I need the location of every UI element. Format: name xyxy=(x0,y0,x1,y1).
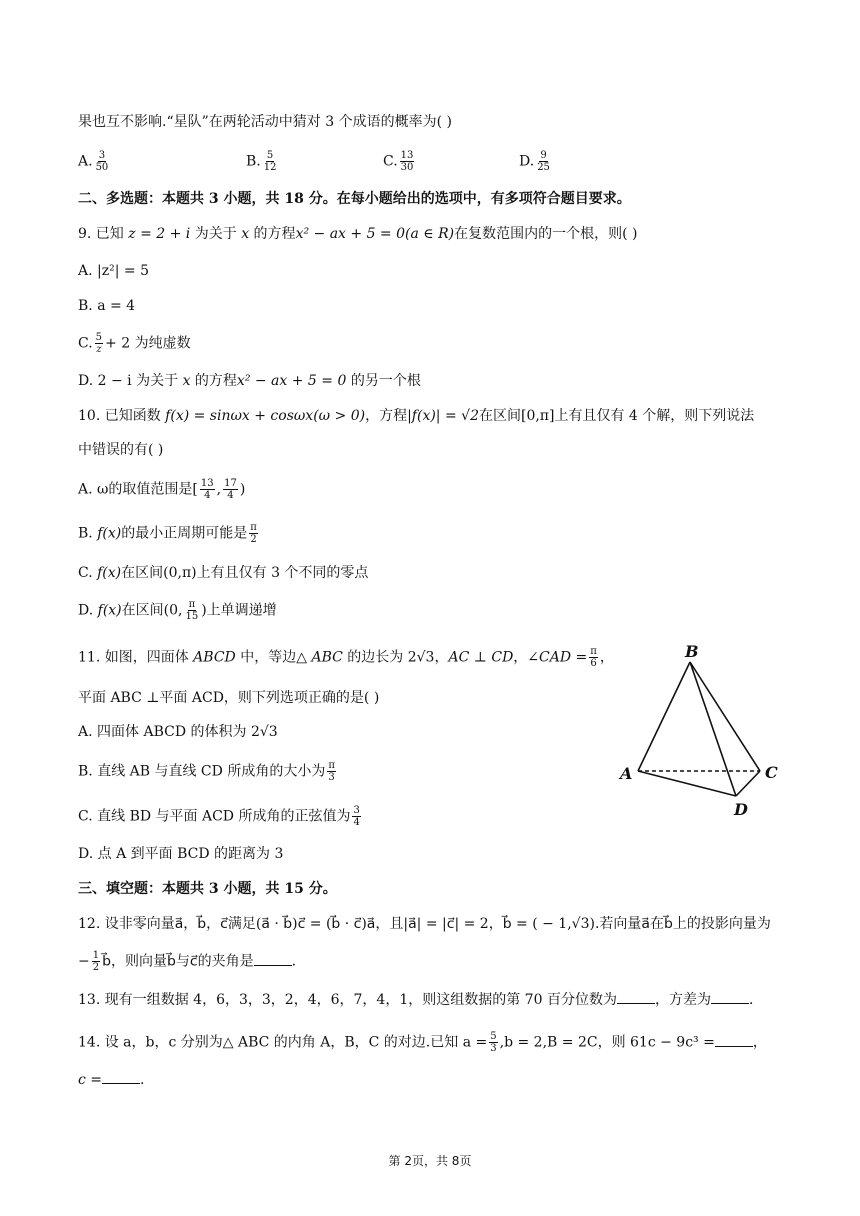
q9-stem: 9. 已知 z = 2 + i 为关于 x 的方程x² − ax + 5 = 0(a ∈ R)在复数范围内的一个根，则( ) xyxy=(78,226,638,242)
answer-blank-variance[interactable] xyxy=(711,991,749,1004)
edge-ad xyxy=(638,771,736,796)
answer-blank-percentile[interactable] xyxy=(617,991,655,1004)
vertex-label-d: D xyxy=(734,800,748,819)
q9-option-d: D. 2 − i 为关于 x 的方程x² − ax + 5 = 0 的另一个根 xyxy=(78,373,421,389)
page-footer: 第 2页，共 8页 xyxy=(388,1154,472,1168)
section-3-heading: 三、填空题：本题共 3 小题，共 15 分。 xyxy=(78,881,337,897)
answer-blank-expression[interactable] xyxy=(715,1034,753,1047)
q12-stem-line1: 12. 设非零向量a⃗，b⃗，c⃗满足(a⃗ · b⃗)c⃗ = (b⃗ · c⃗)a⃗，且|a⃗| = |c⃗| = 2，b⃗ = ( − 1,√3).若向量a⃗在b⃗上的投影向量为 xyxy=(78,916,771,932)
q9-option-c: C. $\frac{5}{z}$ + 2 为纯虚数 xyxy=(78,332,191,355)
q11-stem-line2: 平面 ABC ⊥平面 ACD，则下列选项正确的是( ) xyxy=(78,690,380,706)
section-2-heading: 二、多选题：本题共 3 小题，共 18 分。在每小题给出的选项中，有多项符合题目要求。 xyxy=(78,191,631,207)
q10-stem-line1: 10. 已知函数 f(x) = sinωx + cosωx(ω > 0)，方程|f(x)| = √2在区间[0,π]上有且仅有 4 个解，则下列说法 xyxy=(78,408,755,424)
q13-stem: 13. 现有一组数据 4，6，3，3，2，4，6，7，4，1，则这组数据的第 70 百分位数为 ，方差为 . xyxy=(78,992,754,1008)
q9-option-a: A. |z²| = 5 xyxy=(78,263,149,279)
edge-ab xyxy=(638,662,690,771)
q8-option-b: B. $\frac{5}{12}$ xyxy=(246,150,277,173)
q14-stem-line2: c = . xyxy=(78,1072,145,1088)
answer-blank-c[interactable] xyxy=(102,1071,140,1084)
vertex-label-c: C xyxy=(765,763,778,782)
q14-stem-line1: 14. 设 a，b，c 分别为△ ABC 的内角 A，B，C 的对边.已知 a = $\frac{5}{3}$ ,b = 2,B = 2C，则 61c − 9c³ = ， xyxy=(78,1031,767,1054)
q8-option-a: A. $\frac{3}{50}$ xyxy=(78,150,109,173)
q11-option-c: C. 直线 BD 与平面 ACD 所成角的正弦值为 $\frac{3}{4}$ xyxy=(78,805,360,828)
q10-option-b: B. f(x)的最小正周期可能是 $\frac{\pi}{2}$ xyxy=(78,522,257,545)
tetrahedron-figure xyxy=(618,640,793,820)
q9-option-b: B. a = 4 xyxy=(78,298,136,314)
q10-option-c: C. f(x)在区间(0,π)上有且仅有 3 个不同的零点 xyxy=(78,565,369,581)
q10-stem-line2: 中错误的有( ) xyxy=(78,442,164,458)
edge-cd xyxy=(736,771,760,796)
q11-option-d: D. 点 A 到平面 BCD 的距离为 3 xyxy=(78,846,284,862)
q10-option-a: A. ω的取值范围是[ $\frac{13}{4}$ , $\frac{17}{4}$ ) xyxy=(78,478,246,501)
q12-stem-line2: − $\frac{1}{2}$ b⃗，则向量b⃗与c⃗的夹角是 . xyxy=(78,950,297,973)
q10-option-d: D. f(x)在区间(0, $\frac{\pi}{15}$ )上单调递增 xyxy=(78,599,277,622)
q8-tail: 果也互不影响.“星队”在两轮活动中猜对 3 个成语的概率为( ) xyxy=(78,114,452,130)
q11-option-a: A. 四面体 ABCD 的体积为 2√3 xyxy=(78,724,278,740)
q11-stem-line1: 11. 如图，四面体 ABCD 中，等边△ ABC 的边长为 2√3，AC ⊥ CD，∠CAD = $\frac{\pi}{6}$ ， xyxy=(78,646,614,669)
vertex-label-b: B xyxy=(685,642,699,661)
edge-bc xyxy=(690,662,760,771)
q8-option-c: C. $\frac{13}{30}$ xyxy=(383,150,414,173)
q8-option-d: D. $\frac{9}{25}$ xyxy=(519,150,550,173)
edge-bd xyxy=(690,662,736,796)
vertex-label-a: A xyxy=(620,764,633,783)
q11-option-b: B. 直线 AB 与直线 CD 所成角的大小为 $\frac{\pi}{3}$ xyxy=(78,760,335,783)
answer-blank[interactable] xyxy=(254,953,292,966)
